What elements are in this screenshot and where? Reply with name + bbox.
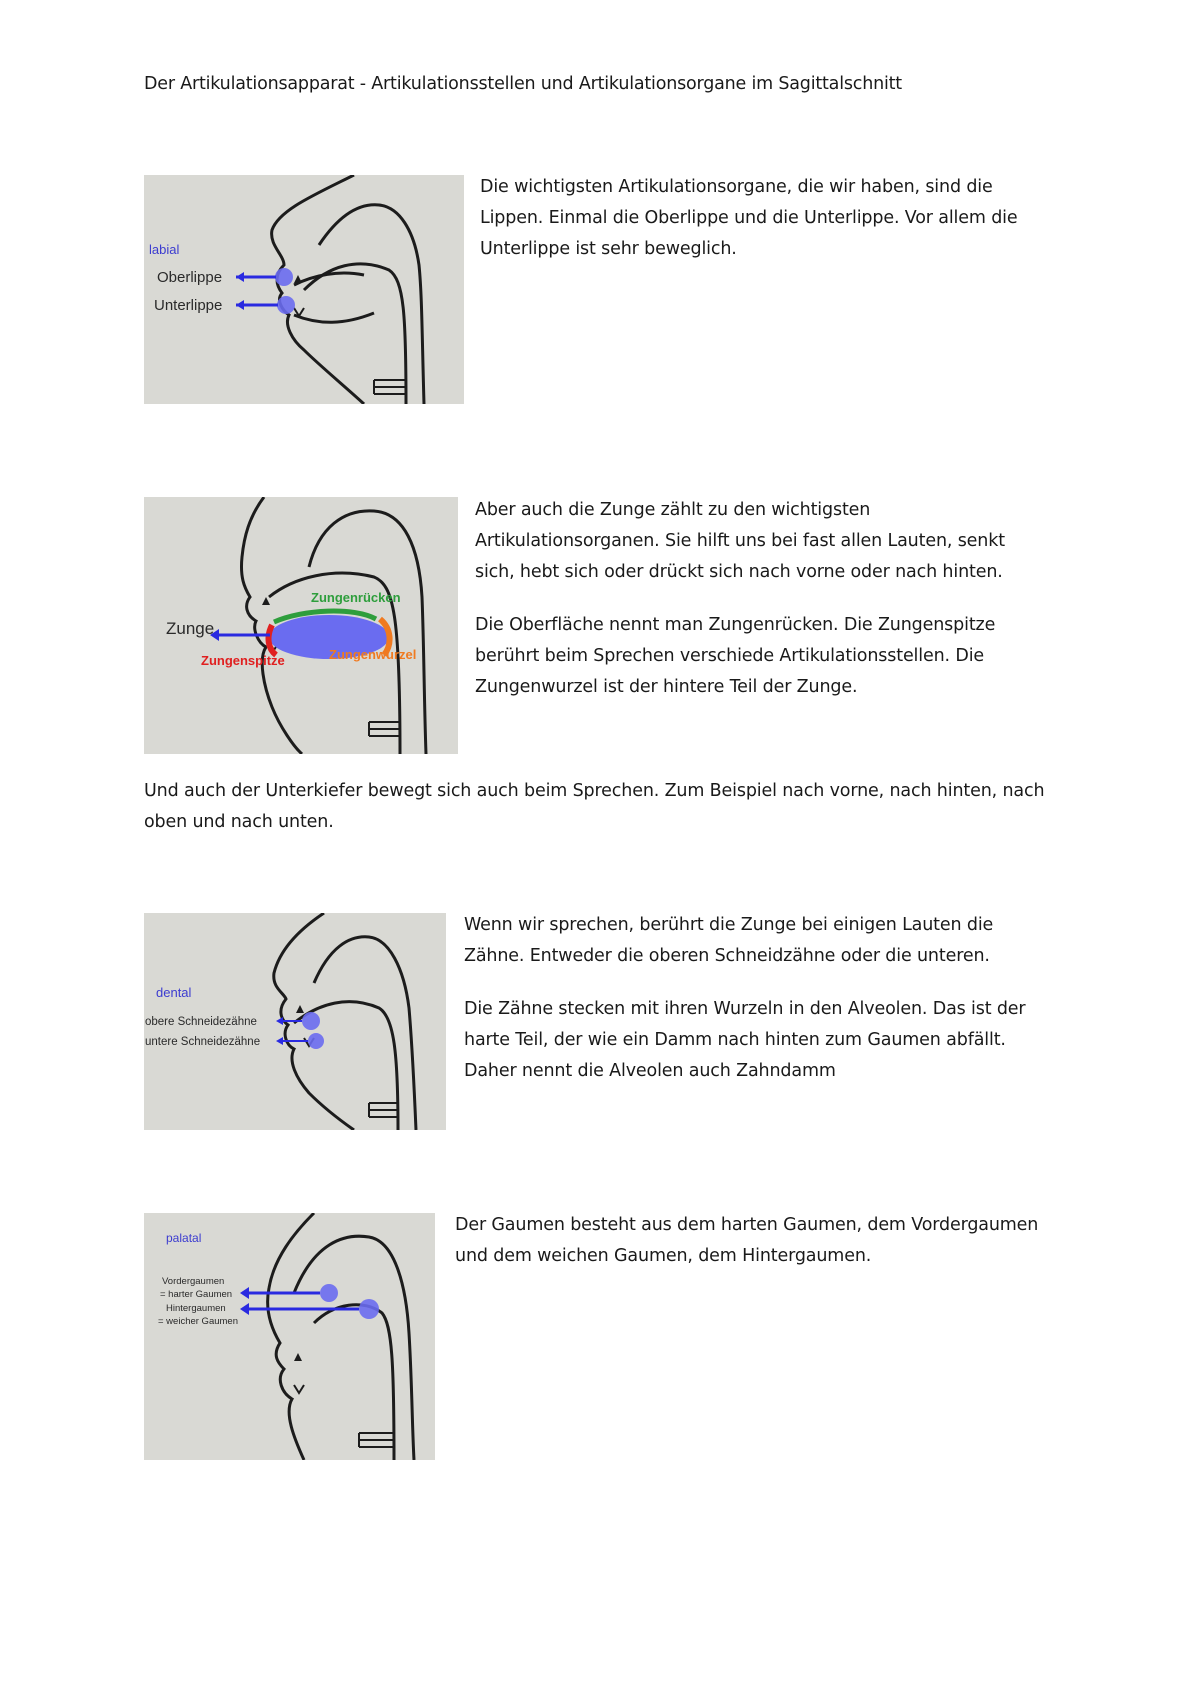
label-hintergaumen: Hintergaumen [166, 1303, 226, 1314]
paragraph: Der Gaumen besteht aus dem harten Gaumen, dem Vordergaumen und dem weichen Gaumen, dem Hintergaumen. [455, 1215, 1039, 1266]
label-zungenruecken: Zungenrücken [311, 590, 401, 605]
paragraph: Wenn wir sprechen, berührt die Zunge bei einigen Lauten die Zähne. Entweder die oberen Schneidzähne oder die unteren. [464, 915, 994, 966]
figure-category: labial [149, 242, 180, 257]
paragraph: Die Oberfläche nennt man Zungenrücken. Die Zungenspitze berührt beim Sprechen verschiede Artikulationsstellen. Die Zungenwurzel ist der hintere Teil der Zunge. [475, 615, 996, 697]
label-obere-schneidezaehne: obere Schneidezähne [145, 1016, 257, 1028]
label-harter-gaumen: = harter Gaumen [160, 1289, 233, 1300]
label-weicher-gaumen: = weicher Gaumen [158, 1316, 238, 1327]
paragraph: Aber auch die Zunge zählt zu den wichtigsten Artikulationsorganen. Sie hilft uns bei fast allen Lauten, senkt sich, hebt sich oder drückt sich nach vorne oder nach hinten. [475, 500, 1005, 582]
label-zunge: Zunge [166, 619, 215, 638]
figure-category: dental [156, 985, 192, 1000]
label-untere-schneidezaehne: untere Schneidezähne [145, 1036, 261, 1048]
paragraph: Die Zähne stecken mit ihren Wurzeln in den Alveolen. Das ist der harte Teil, der wie ein Damm nach hinten zum Gaumen abfällt. Daher nennt die Alveolen auch Zahndamm [464, 999, 1026, 1081]
paragraph: Die wichtigsten Artikulationsorgane, die wir haben, sind die Lippen. Einmal die Oberlippe und die Unterlippe. Vor allem die Unterlippe ist sehr beweglich. [480, 177, 1018, 259]
label-unterlippe: Unterlippe [154, 297, 223, 314]
label-vordergaumen: Vordergaumen [162, 1276, 225, 1287]
label-zungenwurzel: Zungenwurzel [329, 647, 417, 662]
tongue-diagram [144, 497, 458, 754]
label-zungenspitze: Zungenspitze [201, 653, 285, 668]
page-title: Der Artikulationsapparat - Artikulationsstellen und Artikulationsorgane im Sagittalschnitt [144, 74, 902, 94]
label-oberlippe: Oberlippe [157, 269, 223, 286]
paragraph: Und auch der Unterkiefer bewegt sich auch beim Sprechen. Zum Beispiel nach vorne, nach hinten, nach oben und nach unten. [144, 781, 1045, 832]
labial-diagram [144, 175, 464, 404]
palatal-diagram [144, 1213, 435, 1460]
figure-category: palatal [166, 1231, 202, 1245]
dental-diagram [144, 913, 446, 1130]
